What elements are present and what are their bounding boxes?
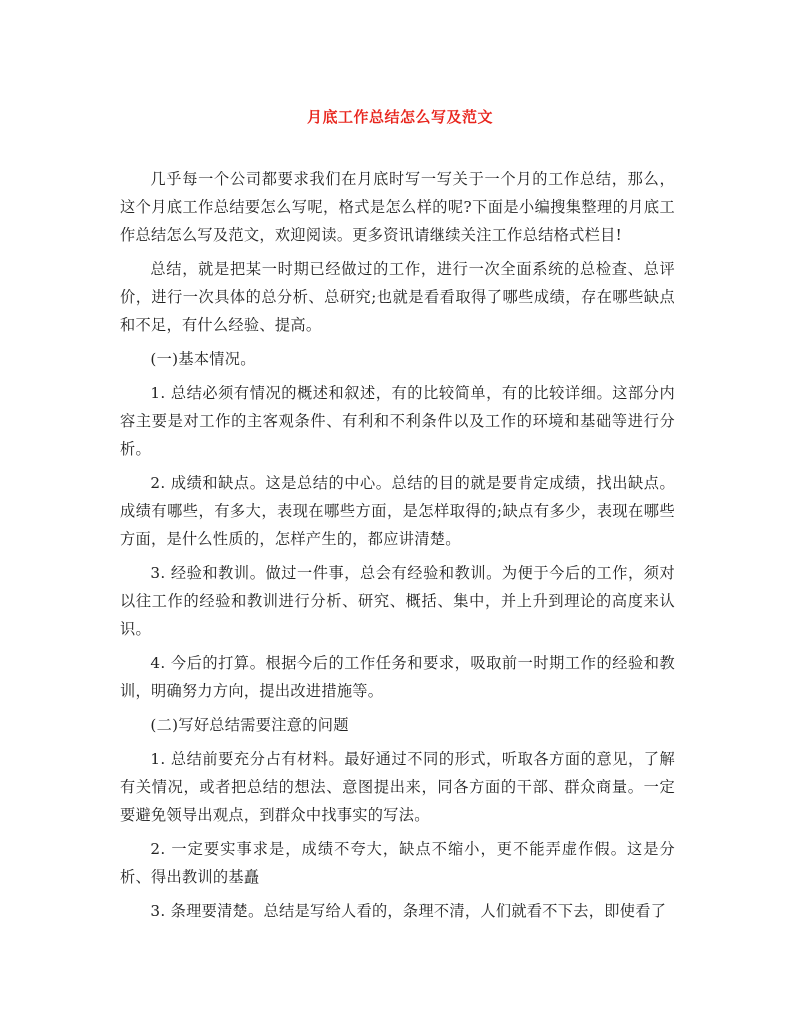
document-title: 月底工作总结怎么写及范文 [306,108,493,126]
paragraph-definition: 总结，就是把某一时期已经做过的工作，进行一次全面系统的总检查、总评价，进行一次具体的总分析、总研究;也就是看看取得了哪些成绩，存在哪些缺点和不足，有什么经验、提高。 [120,260,675,334]
paragraph-notes-3: 3. 条理要清楚。总结是写给人看的，条理不清，人们就看不下去，即使看了 [150,902,667,920]
paragraph-notes-2: 2. 一定要实事求是，成绩不夸大，缺点不缩小，更不能弄虚作假。这是分析、得出教训的基矗 [120,840,675,886]
section-heading-notes: (二)写好总结需要注意的问题 [150,716,349,734]
paragraph-notes-1: 1. 总结前要充分占有材料。最好通过不同的形式，听取各方面的意见，了解有关情况，或者把总结的想法、意图提出来，同各方面的干部、群众商量。一定要避免领导出观点，到群众中找事实的写法。 [120,750,675,824]
section-heading-basic: (一)基本情况。 [150,350,256,368]
paragraph-basic-4: 4. 今后的打算。根据今后的工作任务和要求，吸取前一时期工作的经验和教训，明确努力方向，提出改进措施等。 [120,654,675,700]
paragraph-basic-2: 2. 成绩和缺点。这是总结的中心。总结的目的就是要肯定成绩，找出缺点。成绩有哪些，有多大，表现在哪些方面，是怎样取得的;缺点有多少，表现在哪些方面，是什么性质的，怎样产生的，都应讲清楚。 [120,474,675,548]
paragraph-basic-3: 3. 经验和教训。做过一件事，总会有经验和教训。为便于今后的工作，须对以往工作的经验和教训进行分析、研究、概括、集中，并上升到理论的高度来认识。 [120,564,675,638]
paragraph-basic-1: 1. 总结必须有情况的概述和叙述，有的比较简单，有的比较详细。这部分内容主要是对工作的主客观条件、有利和不利条件以及工作的环境和基础等进行分析。 [120,384,675,458]
document-body [120,165,675,931]
paragraph-intro: 几乎每一个公司都要求我们在月底时写一写关于一个月的工作总结，那么，这个月底工作总结要怎么写呢，格式是怎么样的呢?下面是小编搜集整理的月底工作总结怎么写及范文，欢迎阅读。更多资讯请继续关注工作总结格式栏目! [120,170,675,244]
